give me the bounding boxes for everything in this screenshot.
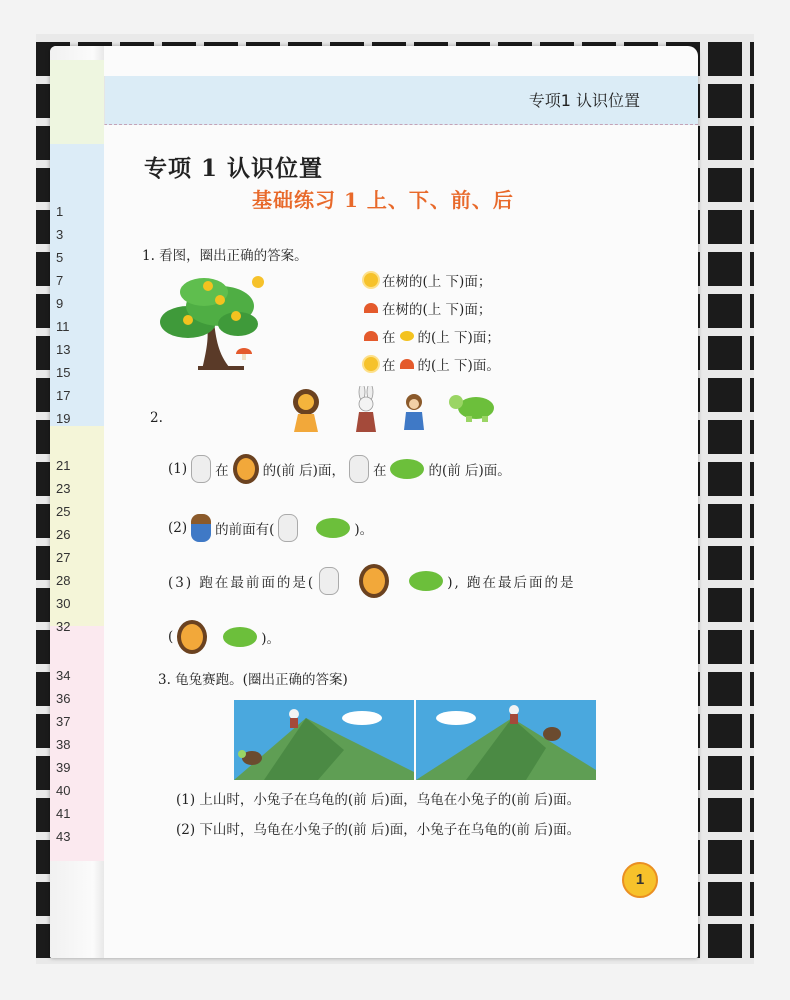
question-2-part-3 <box>168 564 576 598</box>
page-index-number: 37 <box>56 714 71 729</box>
lion-icon <box>359 564 389 598</box>
turtle-icon <box>543 727 561 741</box>
rabbit-icon <box>509 705 519 724</box>
index-band-green <box>50 60 104 144</box>
question-2-part-1-c: 的(前 后)面， <box>262 463 345 479</box>
sun-icon <box>252 276 264 288</box>
race-uphill-picture <box>234 700 414 780</box>
page-number-badge: 1 <box>622 862 658 898</box>
page-index-number: 9 <box>56 296 64 311</box>
section-header-bar <box>104 76 698 125</box>
page-index-number: 43 <box>56 829 71 844</box>
page-index-number: 27 <box>56 550 71 565</box>
rabbit-icon <box>191 455 211 483</box>
page-index-list <box>56 200 70 430</box>
page-index-number: 13 <box>56 342 71 357</box>
question-1-line-3-text-a: 在 <box>382 330 396 346</box>
workbook-page <box>50 46 698 958</box>
question-1-line-2-text: 在树的(上 下)面； <box>382 302 492 318</box>
page-index-number: 17 <box>56 388 71 403</box>
question-2-part-1 <box>168 454 511 484</box>
question-1-line-1 <box>364 270 491 290</box>
question-1-line-4-text-b: 的(上 下)面。 <box>417 358 500 374</box>
question-2-part-1-a: (1) <box>168 461 188 477</box>
question-2-part-3-answer <box>168 620 280 654</box>
runners-picture <box>286 386 506 436</box>
question-2-part-3-a: (3) 跑在最前面的是( <box>168 575 316 591</box>
question-2-part-2 <box>168 514 373 542</box>
mushroom-icon <box>364 331 378 341</box>
page-index-list-3 <box>56 664 70 848</box>
question-1-line-1-text: 在树的(上 下)面； <box>382 274 492 290</box>
page-index-number: 7 <box>56 273 64 288</box>
turtle-icon <box>316 518 350 538</box>
lion-icon <box>293 389 319 432</box>
question-2-part-1-b: 在 <box>215 463 229 479</box>
question-2-part-1-d: 在 <box>372 463 387 479</box>
page-index-number: 15 <box>56 365 71 380</box>
lion-icon <box>177 620 207 654</box>
page-index-number: 19 <box>56 411 71 426</box>
page-index-number: 38 <box>56 737 71 752</box>
monkey-icon <box>191 514 211 542</box>
monkey-icon <box>404 394 424 430</box>
question-2-part-2-c: )。 <box>354 522 374 538</box>
question-1-prompt: 1. 看图，圈出正确的答案。 <box>142 248 308 264</box>
page-index-number: 30 <box>56 596 71 611</box>
question-3-line-1: (1) 上山时，小兔子在乌龟的(前 后)面，乌龟在小兔子的(前 后)面。 <box>176 792 581 808</box>
mushroom-icon <box>400 359 414 369</box>
rabbit-icon <box>319 567 339 595</box>
page-index-number: 23 <box>56 481 71 496</box>
page-index-number: 32 <box>56 619 71 634</box>
rabbit-icon <box>289 709 299 728</box>
sun-icon <box>364 273 378 287</box>
rabbit-icon <box>356 386 376 432</box>
sun-icon <box>364 357 378 371</box>
rabbit-icon <box>349 455 369 483</box>
tree-picture <box>158 272 266 372</box>
question-2-number: 2. <box>150 410 163 426</box>
section-header-label: 专项1 认识位置 <box>528 91 640 110</box>
question-2-part-3-b: ), 跑在最后面的是 <box>447 575 576 591</box>
rabbit-icon <box>278 514 298 542</box>
page-index-number: 34 <box>56 668 71 683</box>
turtle-icon <box>223 627 257 647</box>
lion-icon <box>233 454 259 484</box>
mushroom-icon <box>236 348 252 360</box>
page-index-number: 41 <box>56 806 71 821</box>
page-title: 专项 1 认识位置 <box>144 155 324 182</box>
page-index-number: 28 <box>56 573 71 588</box>
page-index-number: 5 <box>56 250 64 265</box>
question-2-part-3-answer-a: ( <box>168 629 174 645</box>
page-index-list-2 <box>56 454 70 638</box>
page-index-number: 3 <box>56 227 64 242</box>
page-index-number: 21 <box>56 458 71 473</box>
bird-icon <box>400 331 414 341</box>
page-index-number: 36 <box>56 691 71 706</box>
turtle-icon <box>449 395 494 422</box>
page-subtitle: 基础练习 1 上、下、前、后 <box>252 188 514 212</box>
page-index-number: 39 <box>56 760 71 775</box>
question-1-line-4 <box>364 354 500 374</box>
question-2-part-3-answer-b: )。 <box>261 631 281 647</box>
question-1-line-3 <box>364 326 500 346</box>
page-index-number: 26 <box>56 527 71 542</box>
question-2-part-2-a: (2) <box>168 520 188 536</box>
question-1-line-3-text-b: 的(上 下)面； <box>417 330 500 346</box>
question-1-line-4-text-a: 在 <box>382 358 396 374</box>
turtle-icon <box>390 459 424 479</box>
page-index-number: 25 <box>56 504 71 519</box>
race-downhill-picture <box>416 700 596 780</box>
turtle-icon <box>409 571 443 591</box>
page-index-number: 40 <box>56 783 71 798</box>
question-3-prompt: 3. 龟兔赛跑。(圈出正确的答案) <box>158 672 348 688</box>
question-1-line-2 <box>364 298 491 318</box>
question-3-line-2: (2) 下山时，乌龟在小兔子的(前 后)面，小兔子在乌龟的(前 后)面。 <box>176 822 581 838</box>
page-index-number: 1 <box>56 204 64 219</box>
question-2-part-1-e: 的(前 后)面。 <box>428 463 511 479</box>
mushroom-icon <box>364 303 378 313</box>
page-index-number: 11 <box>56 319 70 334</box>
question-2-part-2-b: 的前面有( <box>215 522 275 538</box>
